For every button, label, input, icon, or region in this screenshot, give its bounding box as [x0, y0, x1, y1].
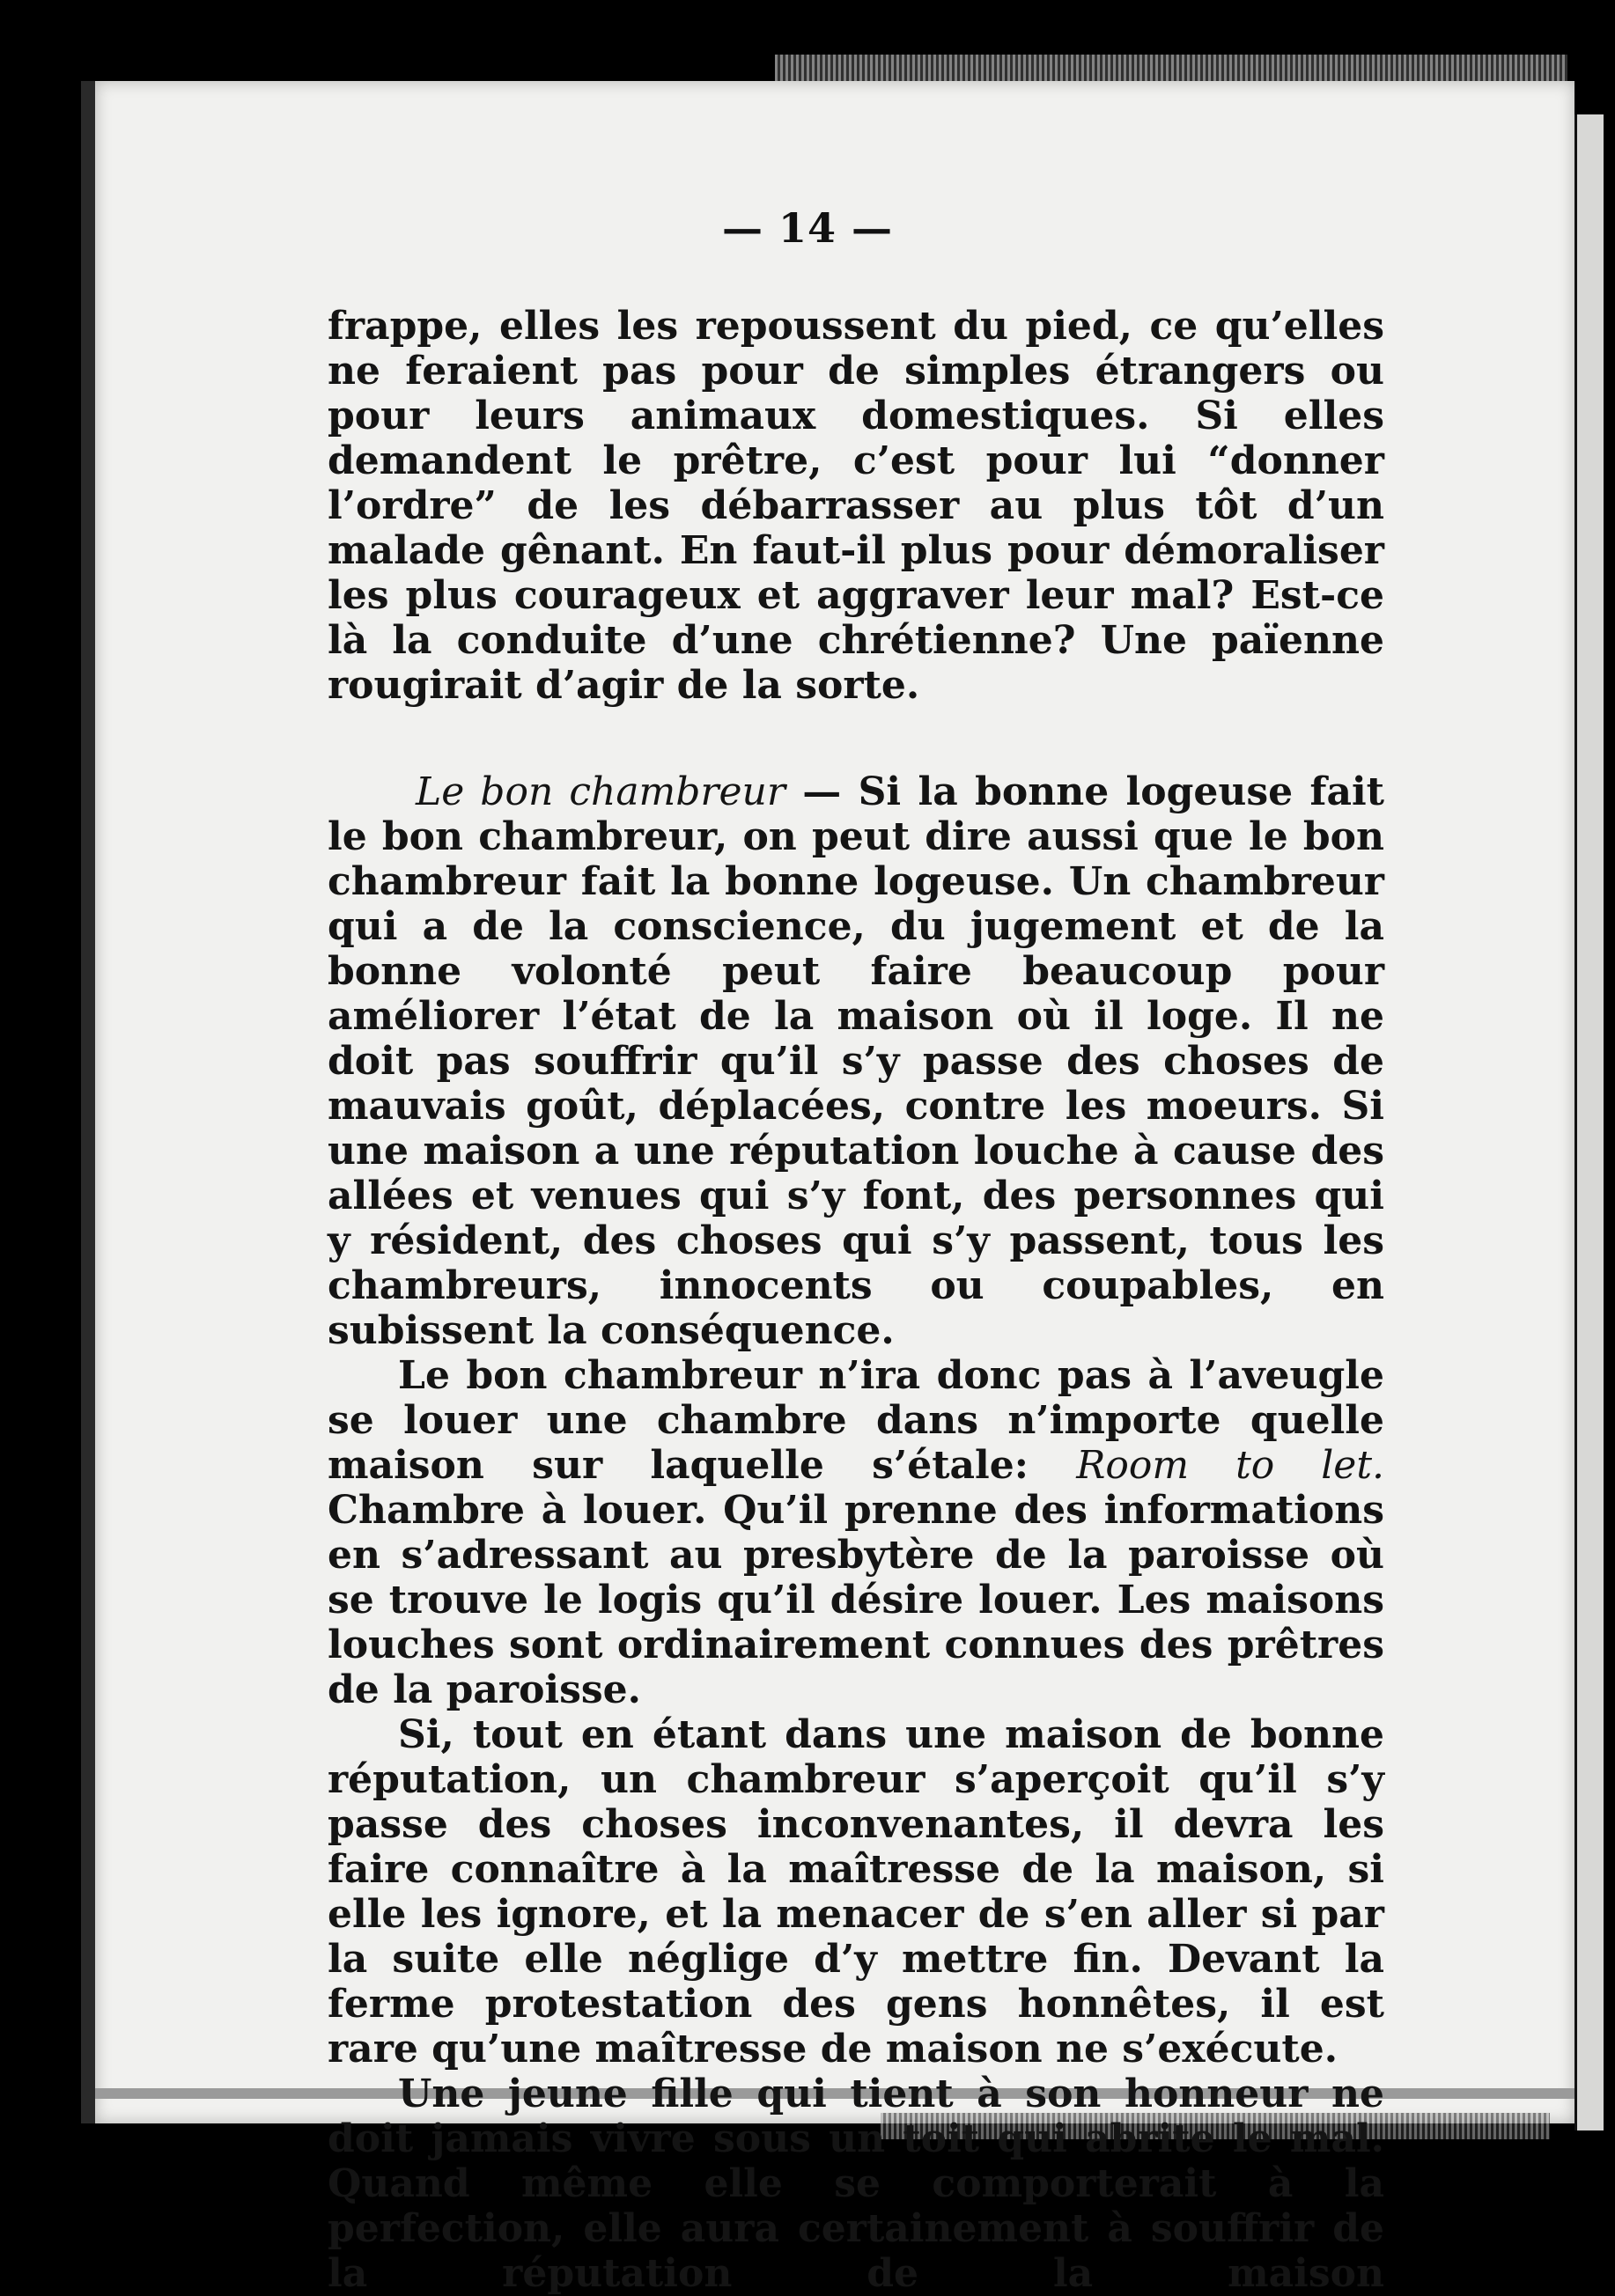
paragraph-5: Une jeune fille qui tient à son honneur ne doit jamais vivre sous un toit qui abrite le mal. Quand même elle se comporterait à la perfection, elle aura certainement à souffrir de la réputation de la maison	[328, 2072, 1384, 2296]
page-right-edge	[1574, 114, 1604, 2130]
paragraph-2	[328, 769, 1384, 1353]
paragraph-4: Si, tout en étant dans une maison de bonne réputation, un chambreur s’aperçoit qu’il s’y passe des choses inconvenantes, il devra les faire connaître à la maîtresse de la maison, si elle les ignore, et la menacer de s’en aller si par la suite elle néglige d’y mettre fin. Devant la ferme protestation des gens honnêtes, il est rare qu’une maîtresse de maison ne s’exécute.	[328, 1712, 1384, 2072]
paragraph-3	[328, 1353, 1384, 1712]
paragraph-2-text: — Si la bonne logeuse fait le bon chambreur, on peut dire aussi que le bon chambreur fait la bonne logeuse. Un chambreur qui a de la conscience, du jugement et de la bonne volonté peut faire beaucoup pour améliorer l’état de la maison où il loge. Il ne doit pas souffrir qu’il s’y passe des choses de mauvais goût, déplacées, contre les moeurs. Si une maison a une réputation louche à cause des allées et venues qui s’y font, des personnes qui y résident, des choses qui s’y passent, tous les chambreurs, innocents ou coupables, en subissent la conséquence.	[328, 769, 1384, 1353]
page-number: — 14 —	[721, 204, 894, 252]
paragraph-3-text-a: Le bon chambreur n’ira donc pas à l’aveugle se louer une chambre dans n’importe quelle maison sur laquelle s’étale:	[328, 1353, 1384, 1488]
page-body	[328, 304, 1384, 2296]
page-left-edge	[81, 81, 95, 2123]
paragraph-3-text-b: Chambre à louer. Qu’il prenne des informations en s’adressant au presbytère de la paroisse où se trouve le logis qu’il désire louer. Les maisons louches sont ordinairement connues des prêtres de la paroisse.	[328, 1488, 1384, 1712]
paragraph-1: frappe, elles les repoussent du pied, ce qu’elles ne feraient pas pour de simples étrangers ou pour leurs animaux domestiques. Si elles demandent le prêtre, c’est pour lui “donner l’ordre” de les débarrasser au plus tôt d’un malade gênant. En faut-il plus pour démoraliser les plus courageux et aggraver leur mal? Est-ce là la conduite d’une chrétienne? Une païenne rougirait d’agir de la sorte.	[328, 304, 1384, 708]
section-heading: Le bon chambreur	[416, 769, 785, 814]
room-to-let-phrase: Room to let.	[1076, 1443, 1384, 1488]
